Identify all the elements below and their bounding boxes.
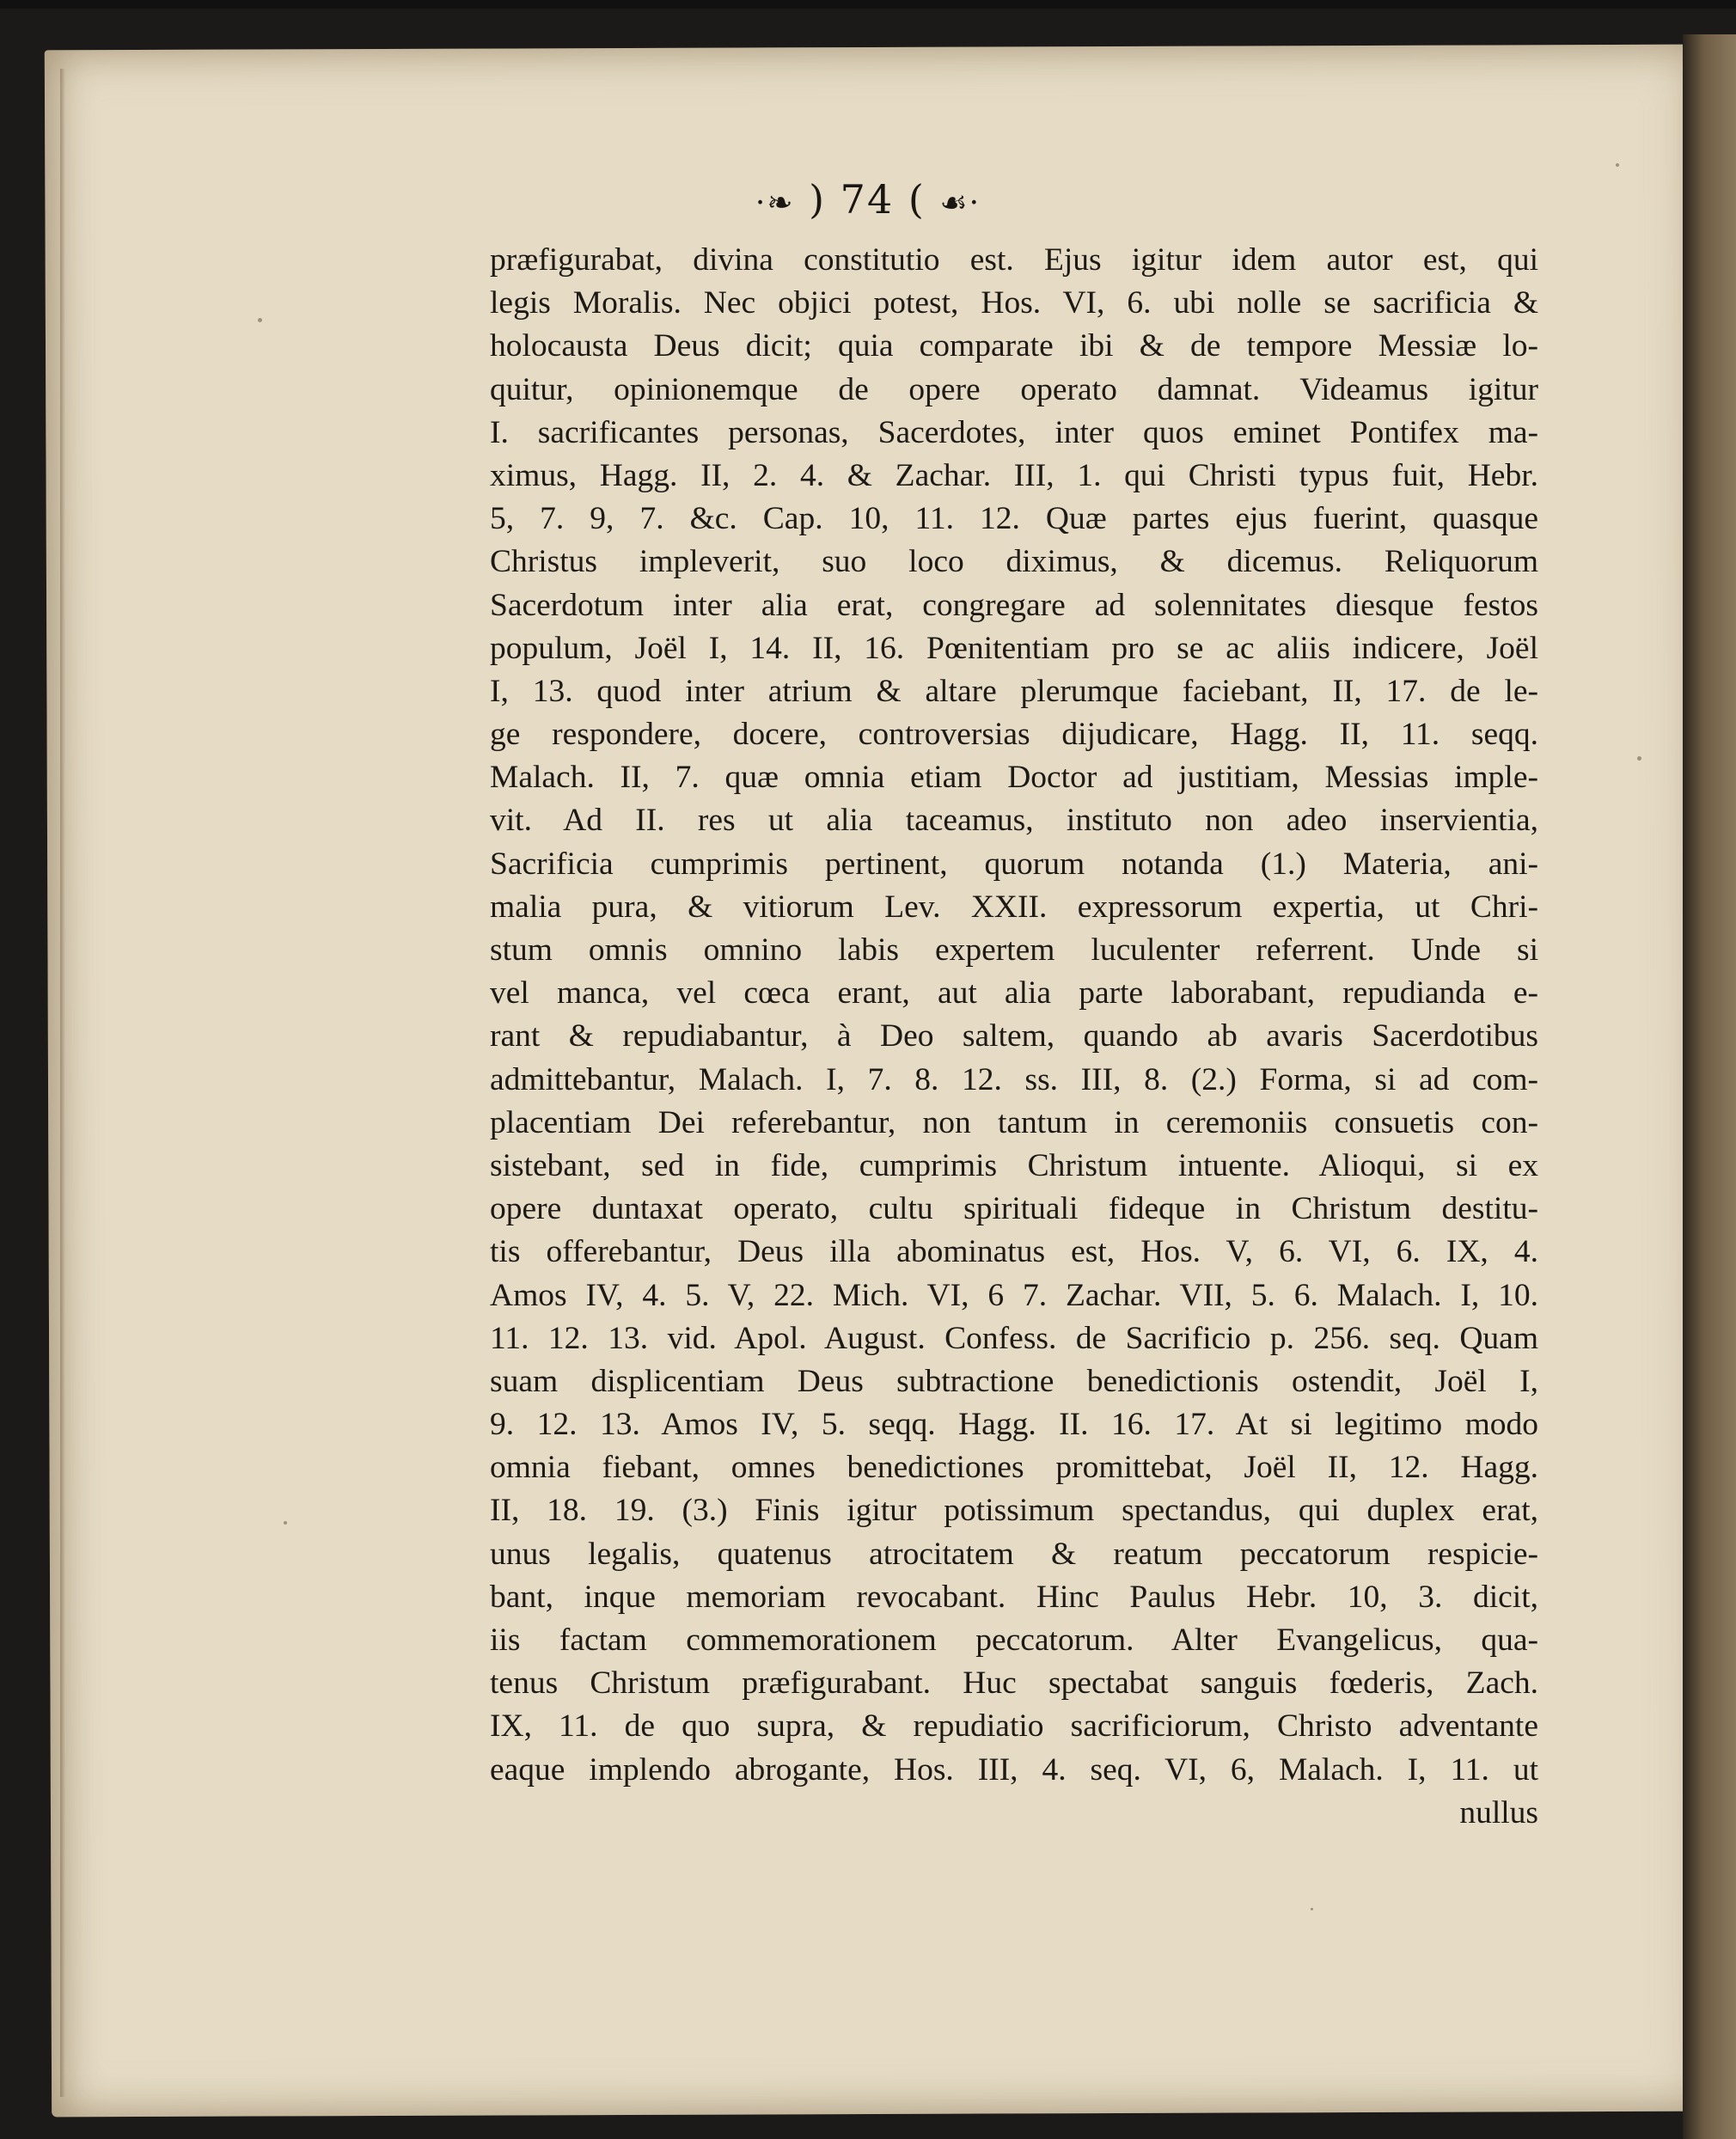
text-line: Sacrificia cumprimis pertinent, quorum notanda (1.) Materia, ani- <box>490 846 1538 882</box>
text-line: ximus, Hagg. II, 2. 4. & Zachar. III, 1. qui Christi typus fuit, Hebr. <box>490 457 1538 493</box>
text-line: vel manca, vel cœca erant, aut alia parte laborabant, repudianda e- <box>490 975 1538 1011</box>
text-line: malia pura, & vitiorum Lev. XXII. expressorum expertia, ut Chri- <box>490 889 1538 925</box>
text-line: sistebant, sed in fide, cumprimis Christum intuente. Alioqui, si ex <box>490 1147 1538 1183</box>
text-line: iis factam commemorationem peccatorum. Alter Evangelicus, qua- <box>490 1623 1538 1658</box>
text-line: populum, Joël I, 14. II, 16. Pœnitentiam pro se ac aliis indicere, Joël <box>490 630 1538 666</box>
text-line: quitur, opinionemque de opere operato damnat. Videamus igitur <box>490 371 1538 407</box>
text-line: stum omnis omnino labis expertem luculenter referrent. Unde si <box>490 932 1538 968</box>
text-line: legis Moralis. Nec objici potest, Hos. VI, 6. ubi nolle se sacrificia & <box>490 285 1538 321</box>
text-line: II, 18. 19. (3.) Finis igitur potissimum spectandus, qui duplex erat, <box>490 1493 1538 1529</box>
text-line: suam displicentiam Deus subtractione benedictionis ostendit, Joël I, <box>490 1363 1538 1399</box>
text-line: placentiam Dei referebantur, non tantum in ceremoniis consuetis con- <box>490 1104 1538 1140</box>
text-line: Christus impleverit, suo loco diximus, & dicemus. Reliquorum <box>490 544 1538 580</box>
text-line: tenus Christum præfigurabant. Huc spectabat sanguis fœderis, Zach. <box>490 1665 1538 1702</box>
text-line: 11. 12. 13. vid. Apol. August. Confess. de Sacrificio p. 256. seq. Quam <box>490 1320 1538 1356</box>
scanner-top-edge <box>0 0 1736 9</box>
catchword: nullus <box>1459 1794 1538 1830</box>
body-text <box>490 239 1538 1835</box>
header-ornament-right: ☙· <box>939 186 981 221</box>
text-line: I. sacrificantes personas, Sacerdotes, inter quos eminet Pontifex ma- <box>490 414 1538 450</box>
text-line: holocausta Deus dicit; quia comparate ibi & de tempore Messiæ lo- <box>490 328 1538 364</box>
page-number: ) 74 ( <box>809 176 926 223</box>
text-line: tis offerebantur, Deus illa abominatus est, Hos. V, 6. VI, 6. IX, 4. <box>490 1234 1538 1270</box>
page-header <box>705 176 1031 223</box>
text-line: opere duntaxat operato, cultu spirituali fideque in Christum destitu- <box>490 1191 1538 1227</box>
page-fold-shadow <box>60 69 65 2097</box>
paper-speck <box>258 318 262 322</box>
text-line: omnia fiebant, omnes benedictiones promittebat, Joël II, 12. Hagg. <box>490 1450 1538 1486</box>
text-line: Malach. II, 7. quæ omnia etiam Doctor ad justitiam, Messias imple- <box>490 760 1538 796</box>
text-line: I, 13. quod inter atrium & altare plerumque faciebant, II, 17. de le- <box>490 673 1538 709</box>
header-ornament-left: ·❧ <box>755 186 795 221</box>
text-line: eaque implendo abrogante, Hos. III, 4. seq. VI, 6, Malach. I, 11. ut <box>490 1751 1538 1788</box>
text-line: unus legalis, quatenus atrocitatem & reatum peccatorum respicie- <box>490 1536 1538 1572</box>
text-line: Amos IV, 4. 5. V, 22. Mich. VI, 6 7. Zachar. VII, 5. 6. Malach. I, 10. <box>490 1277 1538 1313</box>
paper-speck <box>1616 163 1619 167</box>
paper-speck <box>1637 756 1641 761</box>
text-line: rant & repudiabantur, à Deo saltem, quando ab avaris Sacerdotibus <box>490 1018 1538 1054</box>
paper-speck <box>1311 1908 1313 1910</box>
text-line: Sacerdotum inter alia erat, congregare ad solennitates diesque festos <box>490 587 1538 623</box>
text-line: 9. 12. 13. Amos IV, 5. seqq. Hagg. II. 16. 17. At si legitimo modo <box>490 1407 1538 1443</box>
next-page-edge <box>1683 34 1736 2139</box>
text-line: vit. Ad II. res ut alia taceamus, instituto non adeo inservientia, <box>490 803 1538 839</box>
text-line: 5, 7. 9, 7. &c. Cap. 10, 11. 12. Quæ partes ejus fuerint, quasque <box>490 501 1538 537</box>
text-line: IX, 11. de quo supra, & repudiatio sacrificiorum, Christo adventante <box>490 1708 1538 1745</box>
text-line: ge respondere, docere, controversias dijudicare, Hagg. II, 11. seqq. <box>490 717 1538 753</box>
text-line: præfigurabat, divina constitutio est. Ejus igitur idem autor est, qui <box>490 242 1538 278</box>
text-line: bant, inque memoriam revocabant. Hinc Paulus Hebr. 10, 3. dicit, <box>490 1579 1538 1615</box>
paper-speck <box>284 1521 287 1525</box>
text-line: admittebantur, Malach. I, 7. 8. 12. ss. III, 8. (2.) Forma, si ad com- <box>490 1061 1538 1097</box>
